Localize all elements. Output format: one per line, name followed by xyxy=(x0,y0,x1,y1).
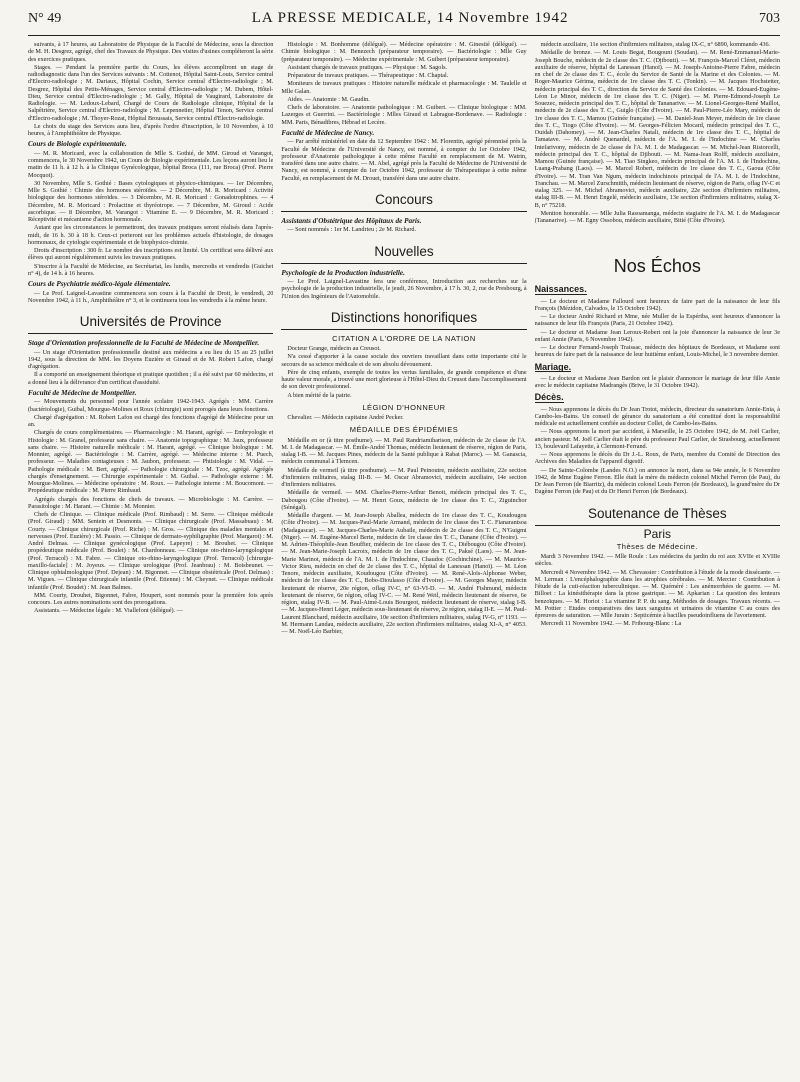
subheading: Assistants d'Obstétrique des Hôpitaux de Paris. xyxy=(281,216,422,225)
paragraph: Préparateur de travaux pratiques. — Thérapeutique : M. Chaptal. xyxy=(287,72,449,79)
paragraph: Assistants. — Médecine légale : M. Viallefont (délégué). — xyxy=(34,607,183,615)
subsection-mariage: Mariage. xyxy=(534,361,572,372)
subheading: Faculté de Médecine de Nancy. xyxy=(281,128,375,137)
paragraph: Médaille de vermeil. — MM. Charles-Pierre-Arthur Benoit, médecin principal des T. C., Dabougou (Côte d'Ivoire). — M. Henri Goux, médecin de 1re classe des T. C., Ziguinchor (Sénégal). xyxy=(281,489,527,511)
paragraph: — Nous apprenons le décès du Dr J.-L. Roux, de Paris, membre du Comité de Direction des Archives des Maladies de l'appareil digestif. xyxy=(534,451,780,466)
paragraph: Père de cinq enfants, exemple de toutes les vertus familiales, de grande compétence et d'une haute valeur morale, a trouvé une mort glorieuse à l'Hôtel-Dieu du Creusot dans l'accomplissement de son devoir professionnel. xyxy=(281,368,527,391)
paragraph: Docteur Grange, médecin au Creusot. xyxy=(287,345,381,352)
paragraph: A bien mérité de la patrie. xyxy=(287,391,352,399)
subheading: Cours de Psychiatrie médico-légale élémentaire. xyxy=(28,280,171,288)
section-heading-universites: Universités de Province xyxy=(28,314,273,334)
paragraph: Chefs de Clinique. — Clinique médicale (Prof. Rimbaud) : M. Serre. — Clinique médicale (Prof. Giraud) : MM. Sentein et Desmonts. — Clinique chirurgicale (Prof. Massabuau) : M. Courty. — Clinique chirurgicale (Prof. Riche) : M. Gros. — Clinique des maladies mentales et nerveuses (Prof. Euzière) : M. Passio. — Clinique de dermato-syphiligraphie (Prof. Margarot) : M. André Delmas. — Clinique gynécologique (Prof. Lapeyre) : M. Brouhet. — Clinique propédeutique médicale (Prof. Boulet) : M. Chardonneau. — Clinique oto-rhino-laryngologique (Prof. Terracol) : M. Fabre. — Clinique oto-rhino-laryngologique (Prof. Terracol) [chirurgie-maxillo-faciale] : M. Joyeux. — Clinique urologique (Prof. Jeanbrau) : M. Boisbeunet. — Clinique ophtalmologique (Prof. Dejean) : M. Bigonnet. — Clinique obstétricale (Prof. Delmas) : M. Vigues. — Clinique chirurgicale infantile (Prof. Etienne) : M. Cheynet. — Clinique médicale infantile (Prof. Boudet) : M. Jean Balmes. xyxy=(28,511,274,591)
paragraph: Agrégés chargés des fonctions de chefs de travaux. — Microbiologie : M. Carrère. — Parasitologie : M. Harant. — Chimie : M. Monnier. xyxy=(28,495,274,510)
page-header xyxy=(28,10,780,36)
paragraph: Chargés de cours complémentaires. — Pharmacologie : M. Harant, agrégé. — Embryologie et Histologie : M. Granel, professeur sans chaire. — Anatomie topographique : M. Jaux, professeur sans chaire. — Histoire naturelle médicale : M. Harant, agrégé. — Clinique biologique : M. Monnier, agrégé. — Bactériologie : M. Carrère, agrégé. — Médecine interne : M. Puech, professeur. — Maladies contagieuses : M. Jaubon, professeur. — Phtisiologie : M. Vidal. — Pathologie médicale : M. Bert, agrégé. — Pathologie chirurgicale : M. Tzoc, agrégé. Agrégés chargés d'enseignement. — Chirurgie expérimentale : M. Guibal. — Pathologie externe : M. Mourgue-Molines. — Médecine opératoire : M. Roux. — Pathologie interne : M. Boucomont. — Propédeutique médicale : M. Pierre Rimbaud. xyxy=(28,429,274,495)
page-number: 703 xyxy=(758,11,780,26)
paragraph: Médaille d'argent. — M. Jean-Joseph Aballea, médecin de 1re classe des T. C., Koudougou (Côte d'Ivoire). — M. Jacques-Paul-Marie Armand, médecin de 1re classe des T. C. Fianarantsoa (Madagascar). — M. Jacques-Charles-Marie Aubaile, médecin de 2e classe des T. C., N'Guigmi (Niger). — M. Eugène-Marcel Berte, médecin de 1re classe des T. C., Danane (Côte d'Ivoire). — M. Adrien-Théophile-Jean Bouffier, médecin de 1re classe des T. C., Diébougou (Côte d'Ivoire). — M. Jean-Marie-Joseph Lacroix, médecin de 1re classe des T. C., Paksé (Laos). — M. Jean-Marie Marinot, médecin de l'A. M. I. de l'Indochine, Chaudoc (Cochinchine). — M. Maurice-Victor Rieu, médecin en chef de 2e classe des T. C., hôpital de Lanessan (Hanoï). — M. Léon Tenore, médecin auxiliaire, Koudougou (Côte d'Ivoire). — M. René-Aloïs-Alphonse Weber, médecin de 1re classe des T. C., Bobo-Dioulasso (Côte d'Ivoire). — M. Georges Mayer, médecin lieutenant de réserve, 20e région, oflag IV-C, n° 63-VI-D. — M. André Fishmund, médecin lieutenant de réserve, 6e région, oflag IV-C. — M. René Weil, médecin lieutenant de réserve, 6e région, stalag IV-B. — M. Paul-Aimé-Louis Bourgeot, médecin lieutenant de réserve, stalag I-B. — M. Jacques-Henri Léger, médecin sous-lieutenant de réserve, 2e région, stalag II-E. — M. Paul-Laurent Blanchard, médecin auxiliaire, 10e section d'infirmiers militaires, stalag IV-G, n° 1193. — M. Hermann Landau, médecin auxiliaire, 22e section d'infirmiers militaires, stalag XI-A, n° 4053. — M. Noël-Léo Barbier, xyxy=(281,512,527,635)
paragraph: Histologie : M. Bonhomme (délégué). — Médecine opératoire : M. Ginestié (délégué). — Chimie biologique : M. Benezech (préparateur temporaire). — Bactériologie : Mlle Guy (préparateur temporaire). — Médecine expérimentale : M. Guibert (préparateur temporaire). xyxy=(281,41,527,63)
paragraph: Aides. — Anatomie : M. Gaudin. xyxy=(287,95,370,103)
subheading: Cours de Biologie expérimentale. xyxy=(28,140,127,149)
paragraph: Médaille de bronze. — M. Louis Begat, Bougouni (Soudan). — M. René-Emmanuel-Marie-Joseph Bouche, médecin de 2e classe des T. C. (Djibouti). — M. François-Marcel Cléret, médecin auxiliaire de réserve, hôpital de Lanessan (Hanoï). — M. Joseph-Antoine-Pierre Fabre, médecin en chef de 2e classe des T. C., école du Service de Santé de la Marine et des Colonies. — M. Roger-Maurice Gérima, médecin de 1re classe des T. C. (Tonkin). — M. Jacques Hochstetter, médecin principal des T. C., direction du Service de Santé des Colonies. — M. Edouard-Eugène-Léon Le Minor, médecin de 1re classe des T. C. (Niger). — M. Pierre-Edmond-Joseph Le Souezec, médecin principal des T. C., hôpital de Tananarive. — M. Lionel-Georges-René Maillot, médecin de 2e classe des T. C., Guiglo (Côte d'Ivoire). — M. Paul-Pierre-Léo Mary, médecin de 1re classe des T. C., Mamou (Guinée française). — M. Daniel-Jean Meyer, médecin de 1re classe des T. C., Tiogo (Côte d'Ivoire). — M. Georges-Félicien Mocard, médecin principal des T. C., Ouidah (Dahomey). — M. Jean-Charles Natali, médecin de 1re classe des T. C., hôpital de Tamatave. — M. André Quenardel, médecin de l'A. M. I. de l'Indochine — M. Charles Intefarivony, médecin de 2e classe de l'A. M. I. de Madagascar. — M. Michel-Jean Ristorcelli, médecin principal des T. C., hôpital de Djibouti. — M. Nama-Jean Rolff, médecin auxiliaire, Mamou (Guinée française). — M. Tiao Singkeo, médecin principal de l'A. M. I. de l'Indochine, Luang-Prabang (Laos). — M. Marcel Robert, médecin de 1re classe des T. C., Gaoua (Côte d'Ivoire). — M. Tran Van Ngum, médecin indochinois principal de l'A. M. I. de l'Indochine, Tranchau. — M. Marcel Zurschmitth, médecin lieutenant de réserve, région de Paris, oflag IV-C et stalag 325. — M. Michel Abramovici, médecin auxiliaire, 22e section d'infirmiers militaires, stalag III-B. — M. Henri Engelé, médecin auxiliaire, 13e section d'infirmiers militaires, stalag X-B, n° 75218. xyxy=(534,49,780,209)
section-heading-concours: Concours xyxy=(281,192,526,212)
paragraph: — Nous apprenons la mort par accident, à Marseille, le 25 Octobre 1942, de M. Joël Carlier, ancien pasteur. M. Joël Carlier était le père du professeur Paul Carlier, de Strasbourg, actuellement 13, boulevard Lafayette, à Clermont-Ferrand. xyxy=(534,428,780,450)
paragraph: Chefs de laboratoire. — Anatomie pathologique : M. Guibert. — Clinique biologique : MM. Lazerges et Guerrini. — Bactériologie : Mlles Giraud et Labrague-Bordenave. — Radiologie : MM. Paris, Bénadibres, Hébrad et Lecère. xyxy=(281,104,527,126)
paragraph: Chevalier. — Médecin capitaine André Pecker. xyxy=(287,414,404,421)
paragraph: MM. Courty, Drouhet, Bigonnet, Fabre, Houpert, sont nommés pour la première fois après concours. Les autres nominations sont des prorogations. xyxy=(28,591,274,606)
subheading: Psychologie de la Production industrielle. xyxy=(281,268,405,277)
subsection-naissances: Naissances. xyxy=(534,284,587,295)
column-3 xyxy=(535,41,780,1071)
paragraph: Moniteurs de travaux pratiques : Histoire naturelle médicale et pharmacologie : M. Taulelle et Mlle Galan. xyxy=(281,80,527,95)
paragraph: — Par arrêté ministériel en date du 12 Septembre 1942 : M. Florentin, agrégé pérennisé près la Faculté de Médecine de l'Université de Nancy, est nommé, à compter du 1er Octobre 1942, professeur d'Anatomie pathologique à cette même Faculté en remplacement de M. Watrin, transféré dans une autre chaire. — M. Abel, agrégé près la Faculté de Médecine de l'Université de Nancy, est nommé, à compter du 1er Octobre 1942, professeur de Thérapeutique à cette même Faculté, en remplacement de M. Drouet, transféré dans une autre chaire. xyxy=(281,138,527,182)
paragraph: Mention honorable. — Mlle Julia Rasoamanga, médecin stagiaire de l'A. M. I. de Madagascar (Tananarive). — M. Egny Ossobou, médecin auxiliaire, Bitié (Côte d'Ivoire). xyxy=(534,209,780,224)
issue-number: N° 49 xyxy=(28,11,62,26)
section-heading-nouvelles: Nouvelles xyxy=(281,244,526,264)
paragraph: — Mouvements du personnel pour l'année scolaire 1942-1943. Agrégés : MM. Carrère (bactériologie), Guibal, Mourgue-Molines et Roux (chirurgie) sont prorogés dans leurs fonctions. xyxy=(28,398,274,413)
column-1 xyxy=(28,41,273,1071)
distinction-subheading: LÉGION D'HONNEUR xyxy=(362,402,446,412)
paragraph: — Le docteur André Richard et Mme, née Muller de la Espériba, sont heureux d'annoncer la naissance de leur fils François (Paris, 21 Octobre 1942). xyxy=(534,313,780,328)
subsection-deces: Décès. xyxy=(534,392,564,403)
paragraph: Stages. — Pendant la première partie du Cours, les élèves accompliront un stage de radiodiagnostic dans l'un des Services suivants : M. Cottenot, Hôpital Saint-Louis, Service central d'Electro-radiologie ; M. Dariaux, Hôpital Cochin, Service central d'Electro-radiologie ; M. Desgrez, Hôpital des Petits-Ménages, Service central d'Electro-radiologie ; M. Dubem, Hôtel-Dieu, Service central d'Electro-radiologie ; M. Gally, Hôpital de Vaugirard, Laboratoire de Radiologie. — M. Ledoux-Lebard, Chargé de Cours de Radiologie clinique, Hôpital de la Salpêtrière, Service central d'Electro-radiologie ; M. Lepennetier, Hôpital Tenon, Service central d'Electro-radiologie ; M. Thoyer-Rozat, Hôpital Broussais, Service central d'Electro-radiologie. xyxy=(28,63,274,122)
paragraph: — Sont nommés : 1er M. Landrieu ; 2e M. Richard. xyxy=(287,226,417,234)
paragraph: — Le docteur et Madame Fallourd sont heureux de faire part de la naissance de leur fils François (Mézidon, Calvados, le 15 Octobre 1942). xyxy=(534,297,780,312)
paragraph: — Le docteur et Madame Jean Leroux-Robert ont la joie d'annoncer la naissance de leur 3e enfant Annie (Paris, 6 Novembre 1942). xyxy=(534,328,780,343)
paragraph: — Un stage d'Orientation professionnelle destiné aux médecins a eu lieu du 15 au 25 juillet 1942, sous la direction de MM. les Doyens Euzière et Giraud et de M. Robert Lafon, chargé d'agrégation. xyxy=(28,348,274,370)
paragraph: S'inscrire à la Faculté de Médecine, au Secrétariat, les lundis, mercredis et vendredis (Guichet n° 4), de 14 h. à 16 heures. xyxy=(28,262,274,277)
paragraph: Droits d'inscription : 300 fr. Le nombre des inscriptions est limité. Un certificat sera délivré aux élèves qui auront régulièrement suivis les travaux pratiques. xyxy=(28,247,274,262)
paragraph: — De Sainte-Colombe (Landes N.O.) on annonce la mort, dans sa 94e année, le 6 Novembre 1942, de Mme Eugène Ferron. Elle était la mère du médecin colonel Michel Ferron (de Pau), du Dr Jean Ferron (de Biarritz), du médecin colonel Louis Ferron (de Bordeaux), la grand'mère du Dr Eugène Ferron (de Pau) et du Dr Henri Ferron (de Bordeaux). xyxy=(534,466,780,496)
distinction-subheading: CITATION A L'ORDRE DE LA NATION xyxy=(332,333,476,343)
paragraph: Mercredi 4 Novembre 1942. — M. Chevassier : Contribution à l'étude de la mode dissécante. — M. Lerman : L'encéphalographie dans les atrophies cérébrales. — M. Mercier : Contribution à l'étude de la cuti-réaction tuberculinique. — M. Quéméré : Les anémorrhées de guerre. — M. Billoet : La kinésithérapie dans la ptose gastrique. — M. Apkarian : La question des lenteurs benzoïques. — M. Horiot : La vitamine P. P. du sang. Méthodes de dosages. Travaux récents. — M. Pottier : Etudes comparatives des taux sanguins et urinaires de vitamine C au cours des épreuves de saturation. — Mlle Jurain : Septicémie à bacilles pseudoinfluens de l'avortement. xyxy=(534,568,780,619)
paragraph: Autant que les circonstances le permettront, des travaux pratiques seront réalisés dans l'après-midi, de 16 h. 30 à 18 h. Ceux-ci porteront sur les problèmes actuels d'histologie, de dosages hormonaux, de cytologie expérimentale et de biophysico-chimie. xyxy=(28,224,274,246)
column-2 xyxy=(281,41,526,1071)
paragraph: Médaille de vermeil (à titre posthume). — M. Paul Peinoutre, médecin auxiliaire, 22e section d'infirmiers militaires, stalag III-B. — M. Oscar Abramovici, médecin auxiliaire, 14e section d'infirmiers militaires. xyxy=(281,466,527,488)
paragraph: — Nous apprenons le décès du Dr Jean Trotot, médecin, directeur du sanatorium Annie-Enia, à Cambo-les-Bains. Un conseil de gérance du sanatorium a été constitué dont la responsabilité médicale est actuellement confiée au docteur Collet, de Cambo-les-Bains. xyxy=(534,405,780,427)
paragraph: Il a comporté un enseignement théorique et pratique quotidien ; il a été suivi par 60 médecins, et a donné lieu à la délivrance d'un certificat d'assiduité. xyxy=(28,371,274,386)
paragraph: — Le docteur et Madame Jean Bardon ont le plaisir d'annoncer le mariage de leur fille Annie avec le médecin capitaine Madrangès (Brive, le 31 Octobre 1942). xyxy=(534,374,780,389)
journal-title: LA PRESSE MEDICALE, 14 Novembre 1942 xyxy=(251,10,569,26)
paragraph: N'a cessé d'apporter à la cause sociale des ouvriers travaillant dans cette importante cité le secours de sa science médicale et de son absolu dévouement. xyxy=(281,353,527,368)
paragraph: Mercredi 11 Novembre 1942. — M. Fribourg-Blanc : La xyxy=(540,620,682,628)
section-heading-nos-echos: Nos Échos xyxy=(613,256,701,277)
city-heading: Paris xyxy=(643,526,671,541)
paragraph: — Le Prof. Laignel-Lavastine fera une conférence, Introduction aux recherches sur la psychologie de la production industrielle, le jeudi, 26 Novembre, à 17 h. 30, 2, rue de Presbourg, à l'Union des Ingénieurs de l'Automobile. xyxy=(281,278,527,300)
subheading: Faculté de Médecine de Montpellier. xyxy=(28,388,137,397)
paragraph: médecin auxiliaire, 11e section d'infirmiers militaires, stalag IX-C, n° 6890, kommando 436. xyxy=(540,41,771,48)
distinction-subheading: MÉDAILLE DES ÉPIDÉMIES xyxy=(349,425,459,435)
paragraph: Médaille en or (à titre posthume). — M. Paul Randriamiharison, médecin de 2e classe de l'A. M. I. de Madagascar. — M. Émile-André Thomas, médecin lieutenant de réserve, région de Paris, stalag I-B. — M. Jacques Pines, médecin de la Santé publique à Rabat (Maroc). — M. Ganascia, médecin communal à Tlemcen. xyxy=(281,436,527,466)
paragraph: — M. R. Moricard, avec la collaboration de Mlle S. Gothié, de MM. Giroud et Varangot, commencera, le 30 Novembre 1942, un Cours de Biologie expérimentale. Les leçons auront lieu le matin de 11 h. à 12 h. à la Clinique Gynécologique, hôpital Broca (111, rue Broca) (Prof. Pierre Mocquot). xyxy=(28,149,274,179)
subheading: Stage d'Orientation professionnelle de la Faculté de Médecine de Montpellier. xyxy=(28,339,260,347)
paragraph: Assistant chargés de travaux pratiques. — Physique : M. Sagols. xyxy=(287,63,448,71)
section-heading-distinctions: Distinctions honorifiques xyxy=(281,310,526,330)
theses-subheading: Thèses de Médecine. xyxy=(616,541,698,551)
paragraph: Mardi 3 Novembre 1942. — Mlle Roule : Les médecins du jardin du roi aux XVIIe et XVIIIe siècles. xyxy=(534,553,780,568)
paragraph: — Le Prof. Laignel-Lavastine commencera son cours à la Faculté de Droit, le vendredi, 20 Novembre 1942, à 11 h., Amphithéâtre n° 3, et le continuera tous les vendredis à la même heure. xyxy=(28,289,274,304)
paragraph: — Le docteur Fernand-Joseph Traissac, médecin des hôpitaux de Bordeaux, et Madame sont heureux de faire part de la naissance de leur huitième enfant, Louis-Michel, le 3 novembre dernier. xyxy=(534,344,780,359)
paragraph: Le choix du stage des Services aura lieu, d'après l'ordre d'inscription, le 10 Novembre, à 10 heures, à l'Amphithéâtre de Physique. xyxy=(28,122,274,137)
paragraph: Chargé d'agrégation : M. Robert Lafon est chargé des fonctions d'agrégé de Médecine pour un an. xyxy=(28,413,274,428)
paragraph: 30 Novembre, Mlle S. Gothié : Bases cytologiques et physico-chimiques. — 1er Décembre, Mlle S. Gothié : Chimie des hormones stéroïdes. — 2 Décembre, M. R. Moricard : Activité biologique des hormones stéroïdes. — 3 Décembre, M. R. Moricard : Gonadotrophines. — 4 Décembre, M. R. Moricard : Prolactine et thyréotrope. — 7 Décembre, M. Giroud : Acide ascorbique. — 8 Décembre, M. Varangot : Vitamine E. — 9 Décembre, M. R. Moricard : Réceptivité et mécanisme d'action hormonale. xyxy=(28,179,274,223)
section-heading-theses: Soutenance de Thèses xyxy=(535,506,780,526)
paragraph: suivants, à 17 heures, au Laboratoire de Physique de la Faculté de Médecine, sous la direction de M. H. Desgrez, agrégé, chef des Travaux de Physique. Des visites d'usines compléteront la série des exercices pratiques. xyxy=(28,41,274,63)
